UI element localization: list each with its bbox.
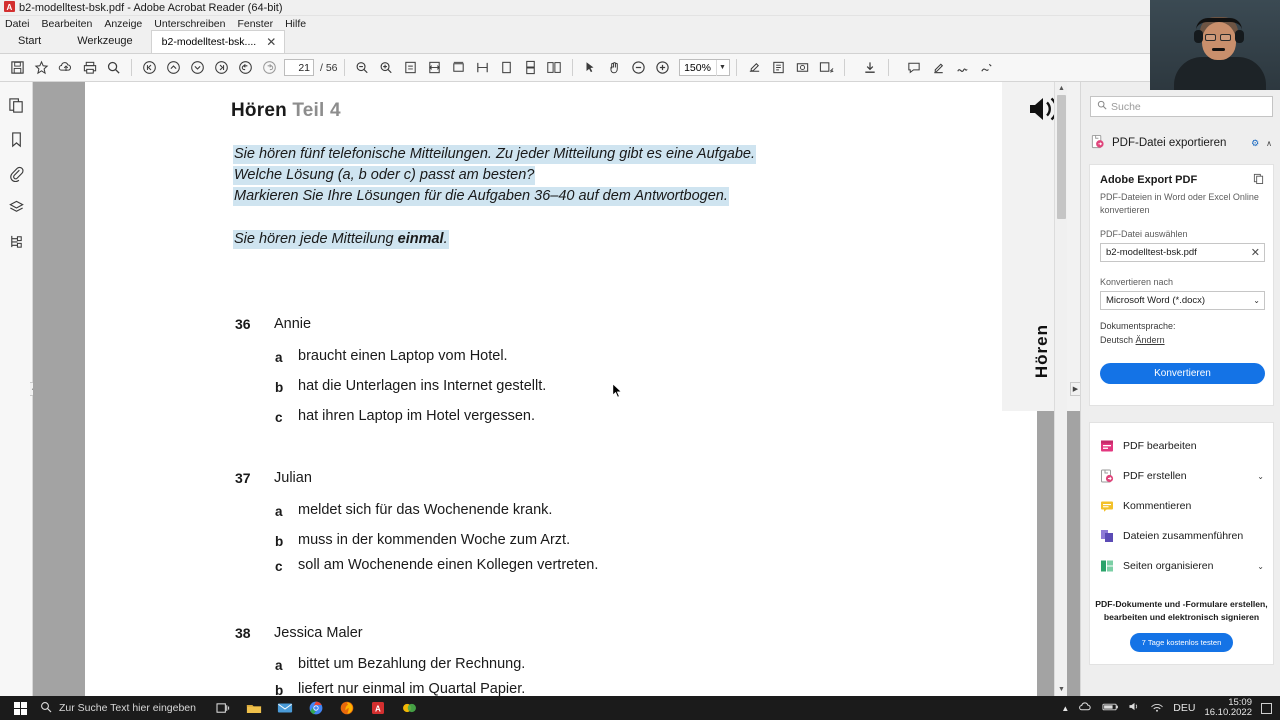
stamp-icon[interactable] (767, 57, 790, 79)
app-icon[interactable] (396, 697, 423, 719)
question-number: 38 (235, 625, 251, 641)
instruction-once-prefix: Sie hören jede Mitteilung (234, 231, 398, 247)
layers-icon[interactable] (6, 197, 27, 218)
option-text: braucht einen Laptop vom Hotel. (298, 348, 508, 364)
two-page-icon[interactable] (543, 57, 566, 79)
network-icon[interactable] (1150, 701, 1164, 715)
chevron-down-icon[interactable]: ⌄ (1253, 296, 1260, 305)
attachments-icon[interactable] (6, 163, 27, 184)
page-navigator (284, 59, 338, 76)
tab-document[interactable] (151, 30, 286, 53)
tool-item-label: PDF erstellen (1123, 470, 1187, 482)
option-letter: c (275, 559, 283, 574)
highlight-icon[interactable] (927, 57, 950, 79)
search-icon (40, 701, 52, 716)
page-number-input[interactable]: 21 (284, 59, 314, 76)
panel-header[interactable] (1081, 130, 1280, 156)
close-icon[interactable]: ✕ (1250, 247, 1260, 259)
tool-item-combine-files[interactable] (1090, 521, 1273, 551)
combine-files-icon (1100, 529, 1114, 543)
search-icon[interactable] (102, 57, 125, 79)
document-language-label: Dokumentsprache: (1100, 321, 1176, 331)
convert-to-select[interactable] (1100, 291, 1265, 310)
chevron-down-icon[interactable]: ⌄ (1257, 471, 1264, 481)
page-total-label: / 56 (320, 61, 338, 74)
taskbar-clock[interactable] (1204, 698, 1252, 718)
star-icon[interactable] (30, 57, 53, 79)
export-card-subtitle: PDF-Dateien in Word oder Excel Online konvertieren (1100, 192, 1259, 216)
svg-text:A: A (375, 704, 382, 714)
toolbar-divider (888, 59, 889, 76)
export-pdf-card (1089, 164, 1274, 406)
ruler-icon[interactable] (471, 57, 494, 79)
scroll-down-icon[interactable]: ▼ (1058, 686, 1065, 693)
promo-trial-button[interactable]: 7 Tage kostenlos testen (1130, 633, 1233, 652)
glasses-left-lens (1205, 34, 1216, 41)
zoom-level-value: 150% (684, 61, 711, 74)
tool-item-label: Seiten organisieren (1123, 560, 1214, 572)
tab-werkzeuge[interactable]: Werkzeuge (77, 35, 133, 47)
single-page-icon[interactable] (495, 57, 518, 79)
change-language-link[interactable]: Ändern (1135, 335, 1165, 345)
chevron-down-icon[interactable]: ⌄ (1257, 561, 1264, 571)
question-name: Julian (274, 470, 312, 486)
zoom-out-select-icon[interactable] (351, 57, 374, 79)
acrobat-icon (4, 1, 15, 12)
taskbar-search[interactable] (40, 701, 196, 716)
comment-icon[interactable] (903, 57, 926, 79)
tool-item-edit-pdf[interactable] (1090, 431, 1273, 461)
measure-icon[interactable] (815, 57, 838, 79)
onedrive-icon[interactable] (1078, 701, 1093, 715)
tools-panel (1080, 82, 1280, 696)
toolbar-divider (736, 59, 737, 76)
scroll-icon[interactable] (519, 57, 542, 79)
instruction-once-emphasis: einmal (397, 231, 444, 247)
notification-icon[interactable] (1261, 703, 1272, 714)
option-letter: c (275, 410, 283, 425)
back-icon[interactable] (234, 57, 257, 79)
chevron-down-icon[interactable]: ▼ (716, 60, 729, 76)
option-text: bittet um Bezahlung der Rechnung. (298, 656, 526, 672)
instruction-line-1: Sie hören fünf telefonische Mitteilungen. Zu jeder Mitteilung gibt es eine Aufgabe. (234, 146, 755, 162)
window-title: b2-modelltest-bsk.pdf - Adobe Acrobat Reader (64-bit) (19, 2, 283, 14)
question-number: 36 (235, 316, 251, 332)
zoom-in-select-icon[interactable] (375, 57, 398, 79)
option-letter: b (275, 683, 284, 696)
instruction-once-suffix: . (443, 231, 448, 247)
main-toolbar (0, 54, 1280, 82)
file-select-label: PDF-Datei auswählen (1100, 229, 1188, 239)
select-tool-icon[interactable] (579, 57, 602, 79)
edit-pdf-icon (1100, 439, 1114, 453)
option-letter: b (275, 534, 284, 549)
option-letter: a (275, 350, 283, 365)
headset-ear-left (1194, 30, 1203, 43)
organize-pages-icon (1100, 559, 1114, 573)
forward-icon[interactable] (258, 57, 281, 79)
export-pdf-icon (1090, 134, 1105, 152)
file-select-value: b2-modelltest-bsk.pdf (1106, 247, 1197, 258)
promo-text: PDF-Dokumente und -Formulare erstellen, bearbeiten und elektronisch signieren (1095, 599, 1268, 622)
window-titlebar (0, 0, 1280, 16)
search-icon (1097, 100, 1107, 113)
fit-width-icon[interactable] (423, 57, 446, 79)
headset-icon (1196, 18, 1242, 30)
option-letter: a (275, 658, 283, 673)
option-text: liefert nur einmal im Quartal Papier. (298, 681, 526, 696)
tab-document-label: b2-modelltest-bsk.... (161, 36, 257, 48)
scroll-up-icon[interactable]: ▲ (1058, 85, 1065, 92)
clock-date: 16.10.2022 (1204, 707, 1252, 718)
cloud-upload-icon[interactable] (54, 57, 77, 79)
menu-item-bearbeiten[interactable]: Bearbeiten (41, 17, 93, 30)
question-number: 37 (235, 470, 251, 486)
tool-item-label: Kommentieren (1123, 500, 1192, 512)
task-view-icon[interactable] (210, 697, 237, 719)
prev-page-icon[interactable] (162, 57, 185, 79)
option-text: hat die Unterlagen ins Internet gestellt. (298, 378, 547, 394)
document-language-row (1100, 335, 1165, 345)
webcam-overlay (1150, 0, 1280, 90)
export-card-title: Adobe Export PDF (1100, 174, 1198, 186)
menu-item-hilfe[interactable]: Hilfe (285, 17, 307, 30)
menu-item-fenster[interactable]: Fenster (237, 17, 274, 30)
close-icon[interactable]: ✕ (266, 35, 277, 49)
firefox-icon[interactable] (334, 697, 361, 719)
file-select-field[interactable] (1100, 243, 1265, 262)
windows-taskbar (0, 696, 1280, 720)
menu-item-datei[interactable]: Datei (5, 17, 30, 30)
tags-icon[interactable] (6, 231, 27, 252)
menu-bar (0, 16, 1280, 31)
option-letter: b (275, 380, 284, 395)
document-scrollbar[interactable] (1054, 82, 1067, 696)
menu-item-anzeige[interactable]: Anzeige (104, 17, 143, 30)
chevron-up-icon[interactable]: ▲ (1061, 703, 1070, 713)
option-text: soll am Wochenende einen Kollegen vertreten. (298, 557, 599, 573)
panel-search-input[interactable] (1090, 96, 1273, 117)
tool-item-label: Dateien zusammenführen (1123, 530, 1244, 542)
question-name: Jessica Maler (274, 625, 363, 641)
promo-block (1089, 598, 1274, 682)
print-icon[interactable] (78, 57, 101, 79)
panel-search-placeholder: Suche (1111, 100, 1141, 113)
next-page-icon[interactable] (186, 57, 209, 79)
tool-item-comment[interactable] (1090, 491, 1273, 521)
fit-page-icon[interactable] (399, 57, 422, 79)
option-text: muss in der kommenden Woche zum Arzt. (298, 532, 571, 548)
tool-item-create-pdf[interactable] (1090, 461, 1273, 491)
hand-tool-icon[interactable] (603, 57, 626, 79)
mouse-cursor (612, 383, 623, 398)
document-viewport[interactable] (33, 82, 1080, 696)
save-icon[interactable] (6, 57, 29, 79)
headset-ear-right (1235, 30, 1244, 43)
instruction-line-2: Welche Lösung (a, b oder c) passt am besten? (234, 167, 535, 183)
chevron-up-icon[interactable]: ∧ (1266, 138, 1272, 148)
zoom-minus-icon[interactable] (627, 57, 650, 79)
microphone-icon (1212, 48, 1225, 51)
webcam-person-body (1174, 57, 1266, 90)
snapshot-icon[interactable] (791, 57, 814, 79)
toolbar-divider (131, 59, 132, 76)
comment-icon (1100, 499, 1114, 513)
convert-to-label: Konvertieren nach (1100, 277, 1174, 287)
glasses-right-lens (1220, 34, 1231, 41)
page-title-part: Teil 4 (292, 100, 341, 121)
page-thumbnails-icon[interactable] (6, 95, 27, 116)
windows-start-icon[interactable] (0, 702, 40, 715)
taskbar-pinned-apps (210, 697, 423, 719)
panel-expand-handle[interactable]: ▶ (1070, 382, 1080, 396)
option-text: hat ihren Laptop im Hotel vergessen. (298, 408, 535, 424)
question-name: Annie (274, 316, 312, 332)
language-indicator[interactable]: DEU (1173, 702, 1196, 714)
chrome-icon[interactable] (303, 697, 330, 719)
volume-icon[interactable] (1128, 701, 1141, 715)
pdf-page-content (85, 82, 1051, 696)
menu-item-unterschreiben[interactable]: Unterschreiben (154, 17, 226, 30)
convert-to-value: Microsoft Word (*.docx) (1106, 295, 1206, 306)
document-language-value: Deutsch (1100, 335, 1134, 345)
clock-time: 15:09 (1228, 697, 1252, 709)
gear-icon[interactable]: ⚙ (1251, 137, 1260, 148)
first-page-icon[interactable] (138, 57, 161, 79)
explorer-icon[interactable] (241, 697, 268, 719)
battery-icon[interactable] (1102, 702, 1119, 715)
convert-button[interactable]: Konvertieren (1100, 363, 1265, 384)
pdf-page (85, 82, 1051, 696)
fill-sign-icon[interactable] (743, 57, 766, 79)
navigation-rail (0, 82, 33, 696)
zoom-level-combo[interactable] (679, 59, 730, 76)
instruction-line-3: Markieren Sie Ihre Lösungen für die Aufgaben 36–40 auf dem Antwortbogen. (234, 188, 728, 204)
rotate-page-icon[interactable] (447, 57, 470, 79)
page-title-main: Hören (231, 100, 287, 121)
mail-icon[interactable] (272, 697, 299, 719)
toolbar-divider (572, 59, 573, 76)
download-icon[interactable] (859, 57, 882, 79)
tool-item-organize-pages[interactable] (1090, 551, 1273, 581)
audio-sidebar-label: Hören (1032, 324, 1051, 379)
option-letter: a (275, 504, 283, 519)
create-pdf-icon (1100, 469, 1114, 483)
acrobat-icon[interactable] (365, 697, 392, 719)
tab-strip (0, 31, 1280, 54)
toolbar-divider (844, 59, 845, 76)
instruction-once (233, 230, 449, 249)
copy-icon[interactable] (1253, 173, 1264, 187)
draw-icon[interactable] (951, 57, 974, 79)
option-text: meldet sich für das Wochenende krank. (298, 502, 553, 518)
page-title (231, 100, 341, 122)
zoom-plus-icon[interactable] (651, 57, 674, 79)
panel-header-title: PDF-Datei exportieren (1112, 137, 1227, 149)
system-tray (1061, 698, 1280, 718)
taskbar-search-placeholder: Zur Suche Text hier eingeben (59, 702, 196, 714)
tab-start[interactable]: Start (18, 35, 42, 47)
scrollbar-thumb[interactable] (1057, 95, 1066, 219)
erase-icon[interactable] (975, 57, 998, 79)
toolbar-divider (344, 59, 345, 76)
audio-sidebar (1002, 82, 1080, 411)
tool-item-label: PDF bearbeiten (1123, 440, 1197, 452)
last-page-icon[interactable] (210, 57, 233, 79)
bookmarks-icon[interactable] (6, 129, 27, 150)
